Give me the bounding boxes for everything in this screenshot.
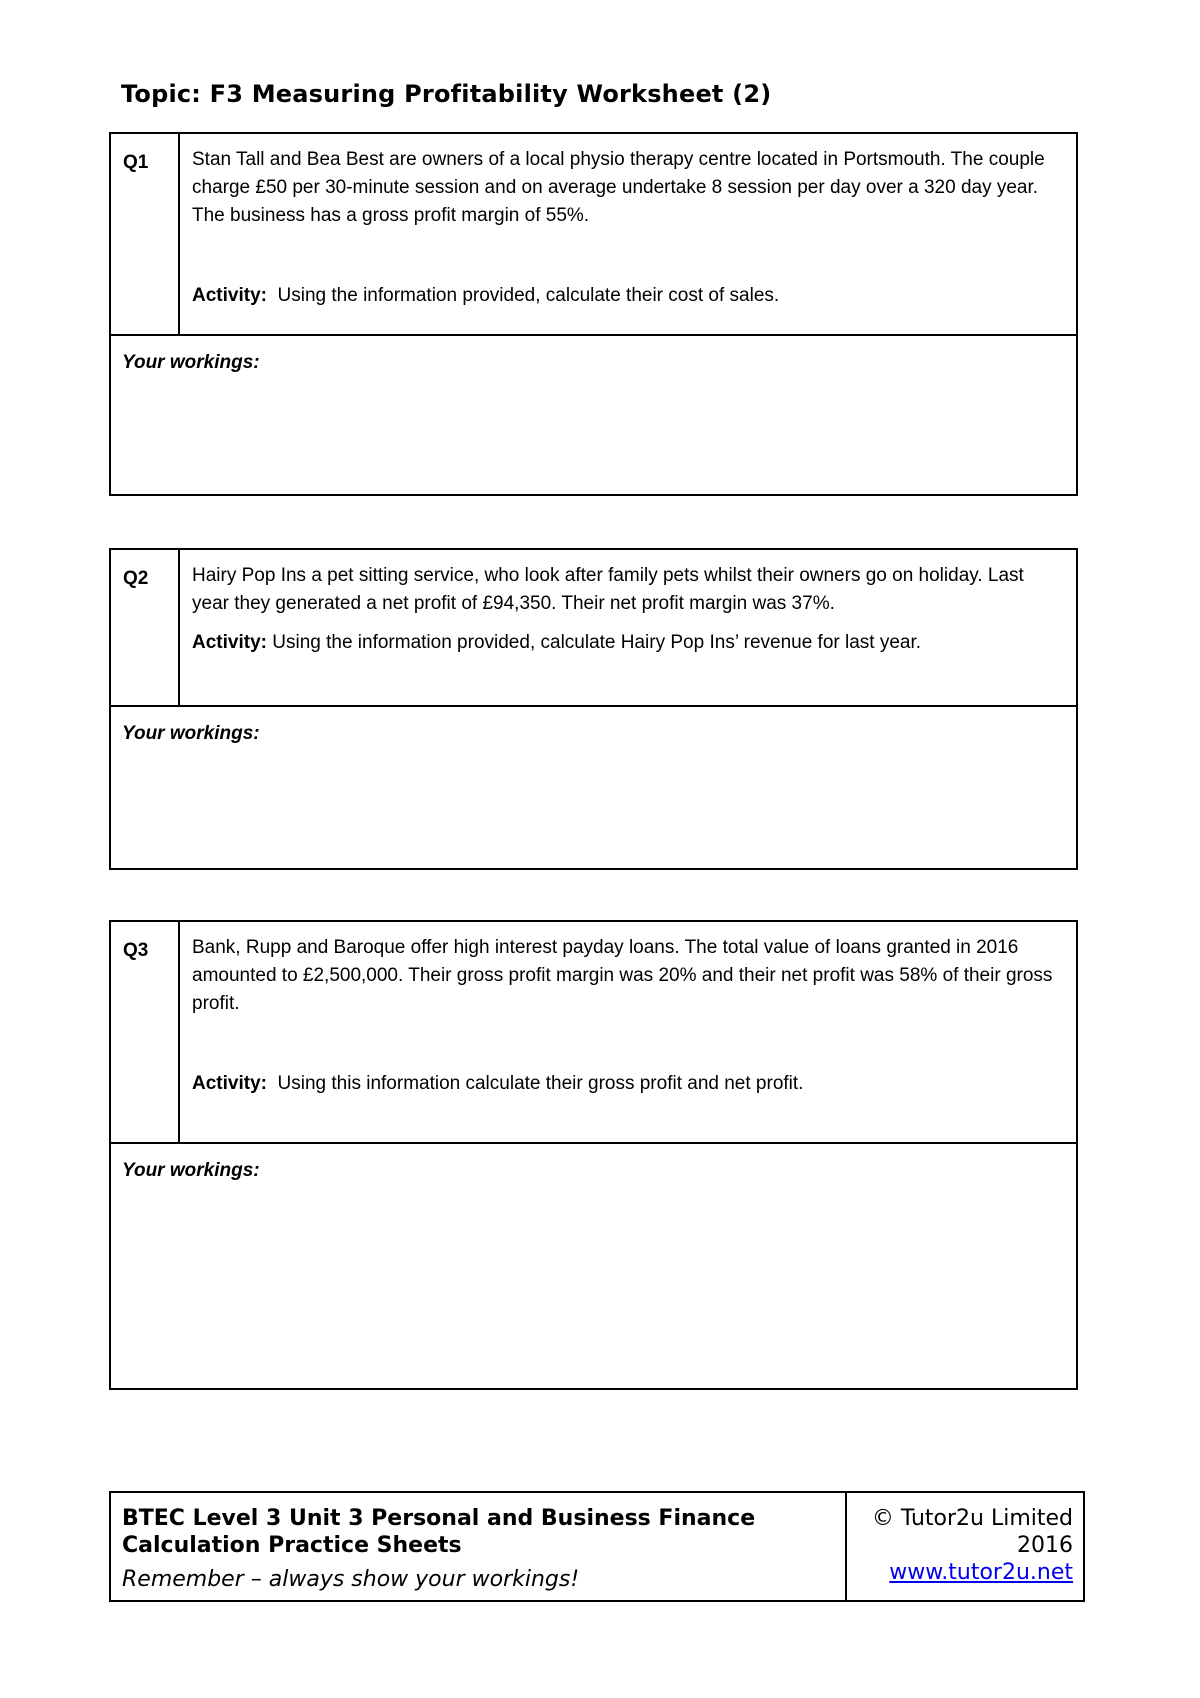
question-activity bbox=[192, 1070, 1058, 1098]
question-paragraph: Hairy Pop Ins a pet sitting service, who look after family pets whilst their owners go on holiday. Last year they generated a net profit of £94,350. Their net profit margin was 37%. bbox=[192, 565, 1024, 614]
question-number: Q2 bbox=[111, 550, 180, 705]
footer bbox=[109, 1491, 1085, 1602]
question-activity bbox=[192, 629, 1058, 657]
question-text bbox=[180, 550, 1076, 705]
footer-copyright: © Tutor2u Limited bbox=[871, 1506, 1073, 1531]
footer-course-info bbox=[111, 1493, 847, 1600]
workings-label: Your workings: bbox=[122, 352, 260, 373]
question-row-q1 bbox=[111, 134, 1076, 336]
question-paragraph: Bank, Rupp and Baroque offer high interest payday loans. The total value of loans granted in 2016 amounted to £2,500,000. Their gross profit margin was 20% and their net profit was 58% of their gross profit. bbox=[192, 937, 1053, 1014]
question-box-q1 bbox=[109, 132, 1078, 496]
footer-year: 2016 bbox=[1017, 1533, 1073, 1558]
footer-copyright-block bbox=[847, 1493, 1083, 1600]
activity-label: Activity: bbox=[192, 1073, 267, 1094]
question-row-q2 bbox=[111, 550, 1076, 707]
page-title: Topic: F3 Measuring Profitability Worksheet (2) bbox=[121, 80, 772, 108]
workings-area-q2[interactable] bbox=[111, 707, 1076, 745]
footer-website-link[interactable]: www.tutor2u.net bbox=[889, 1560, 1073, 1585]
question-box-q3 bbox=[109, 920, 1078, 1390]
question-number: Q1 bbox=[111, 134, 180, 334]
activity-text: Using the information provided, calculate their cost of sales. bbox=[266, 285, 780, 306]
workings-label: Your workings: bbox=[122, 723, 260, 744]
question-box-q2 bbox=[109, 548, 1078, 870]
question-paragraph: Stan Tall and Bea Best are owners of a local physio therapy centre located in Portsmouth. The couple charge £50 per 30-minute session and on average undertake 8 session per day over a 320 day year. The business has a gross profit margin of 55%. bbox=[192, 149, 1045, 226]
workings-area-q3[interactable] bbox=[111, 1144, 1076, 1182]
activity-text: Using this information calculate their gross profit and net profit. bbox=[266, 1073, 804, 1094]
question-activity bbox=[192, 282, 1058, 310]
question-number: Q3 bbox=[111, 922, 180, 1142]
question-row-q3 bbox=[111, 922, 1076, 1144]
footer-reminder: Remember – always show your workings! bbox=[122, 1567, 580, 1592]
activity-label: Activity: bbox=[192, 632, 267, 653]
activity-text: Using the information provided, calculate Hairy Pop Ins’ revenue for last year. bbox=[266, 632, 922, 653]
footer-course-title: BTEC Level 3 Unit 3 Personal and Business Finance bbox=[122, 1506, 756, 1531]
question-text bbox=[180, 134, 1076, 334]
activity-label: Activity: bbox=[192, 285, 267, 306]
workings-label: Your workings: bbox=[122, 1160, 260, 1181]
question-text bbox=[180, 922, 1076, 1142]
footer-course-subtitle: Calculation Practice Sheets bbox=[122, 1533, 462, 1558]
workings-area-q1[interactable] bbox=[111, 336, 1076, 374]
